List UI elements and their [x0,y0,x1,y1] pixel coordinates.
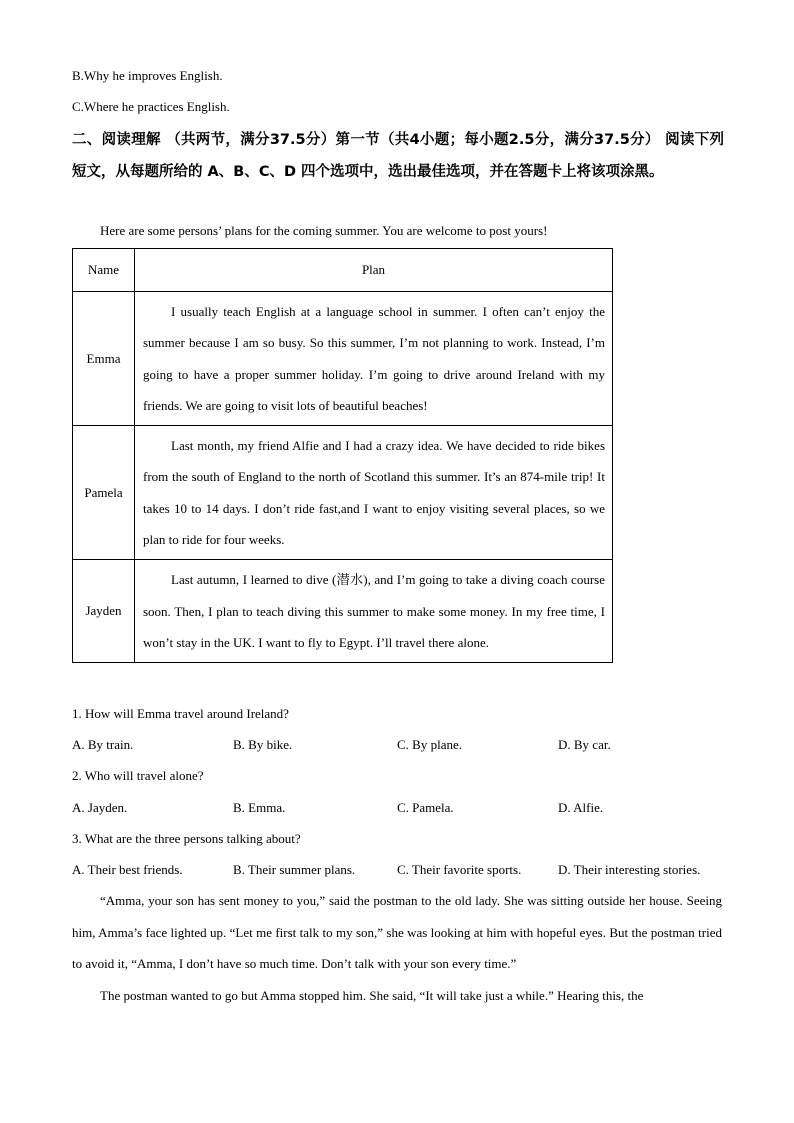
table-header-row [73,249,613,292]
question-2-option-c[interactable]: C. Pamela. [397,800,454,815]
option-c-previous-question: C.Where he practices English. [72,99,230,114]
question-3-option-d[interactable]: D. Their interesting stories. [558,862,701,877]
question-1-option-c[interactable]: C. By plane. [397,737,462,752]
row-plan: I usually teach English at a language school in summer. I often can’t enjoy the summer because I am so busy. So this summer, I’m not planning to work. Instead, I’m going to have a proper summer holiday. I’m going to drive around Ireland with my friends. We are going to visit lots of beautiful beaches! [135,292,613,426]
question-2-option-a[interactable]: A. Jayden. [72,800,128,815]
table-row [73,426,613,560]
row-name: Pamela [73,426,135,560]
row-name: Jayden [73,560,135,663]
section-heading: 二、阅读理解 （共两节，满分37.5分）第一节（共4小题；每小题2.5分，满分37.5分） 阅读下列短文，从每题所给的 A、B、C、D 四个选项中，选出最佳选项，并在答题卡上将该项涂黑。 [72,132,724,180]
row-name: Emma [73,292,135,426]
table-row [73,292,613,426]
intro-text: Here are some persons’ plans for the coming summer. You are welcome to post yours! [100,223,548,238]
question-3-option-a[interactable]: A. Their best friends. [72,862,183,877]
question-2-option-b[interactable]: B. Emma. [233,800,286,815]
question-1-stem: 1. How will Emma travel around Ireland? [72,706,289,721]
question-1-option-b[interactable]: B. By bike. [233,737,293,752]
column-header-name: Name [73,249,135,292]
option-b-previous-question: B.Why he improves English. [72,68,223,83]
row-plan: Last autumn, I learned to dive (潜水), and I’m going to take a diving coach course soon. Then, I plan to teach diving this summer to make some money. In my free time, I won’t stay in the UK. I want to fly to Egypt. I’ll travel there alone. [135,560,613,663]
plans-table [72,248,613,663]
question-2-option-d[interactable]: D. Alfie. [558,800,604,815]
passage-paragraph-2: The postman wanted to go but Amma stopped him. She said, “It will take just a while.” Hearing this, the [100,988,644,1003]
column-header-plan: Plan [135,249,613,292]
question-3-option-c[interactable]: C. Their favorite sports. [397,862,522,877]
question-3-stem: 3. What are the three persons talking about? [72,831,301,846]
table-row [73,560,613,663]
question-1-option-d[interactable]: D. By car. [558,737,611,752]
question-2-stem: 2. Who will travel alone? [72,768,204,783]
row-plan: Last month, my friend Alfie and I had a crazy idea. We have decided to ride bikes from the south of England to the north of Scotland this summer. It’s an 874-mile trip! It takes 10 to 14 days. I don’t ride fast,and I want to enjoy visiting several places, so we plan to ride for four weeks. [135,426,613,560]
question-3-option-b[interactable]: B. Their summer plans. [233,862,356,877]
question-1-option-a[interactable]: A. By train. [72,737,134,752]
passage-paragraph-1: “Amma, your son has sent money to you,” said the postman to the old lady. She was sitting outside her house. Seeing him, Amma’s face lighted up. “Let me first talk to my son,” she was looking at him with hopeful eyes. But the postman tried to avoid it, “Amma, I don’t have so much time. Don’t talk with your son every time.” [72,893,722,971]
